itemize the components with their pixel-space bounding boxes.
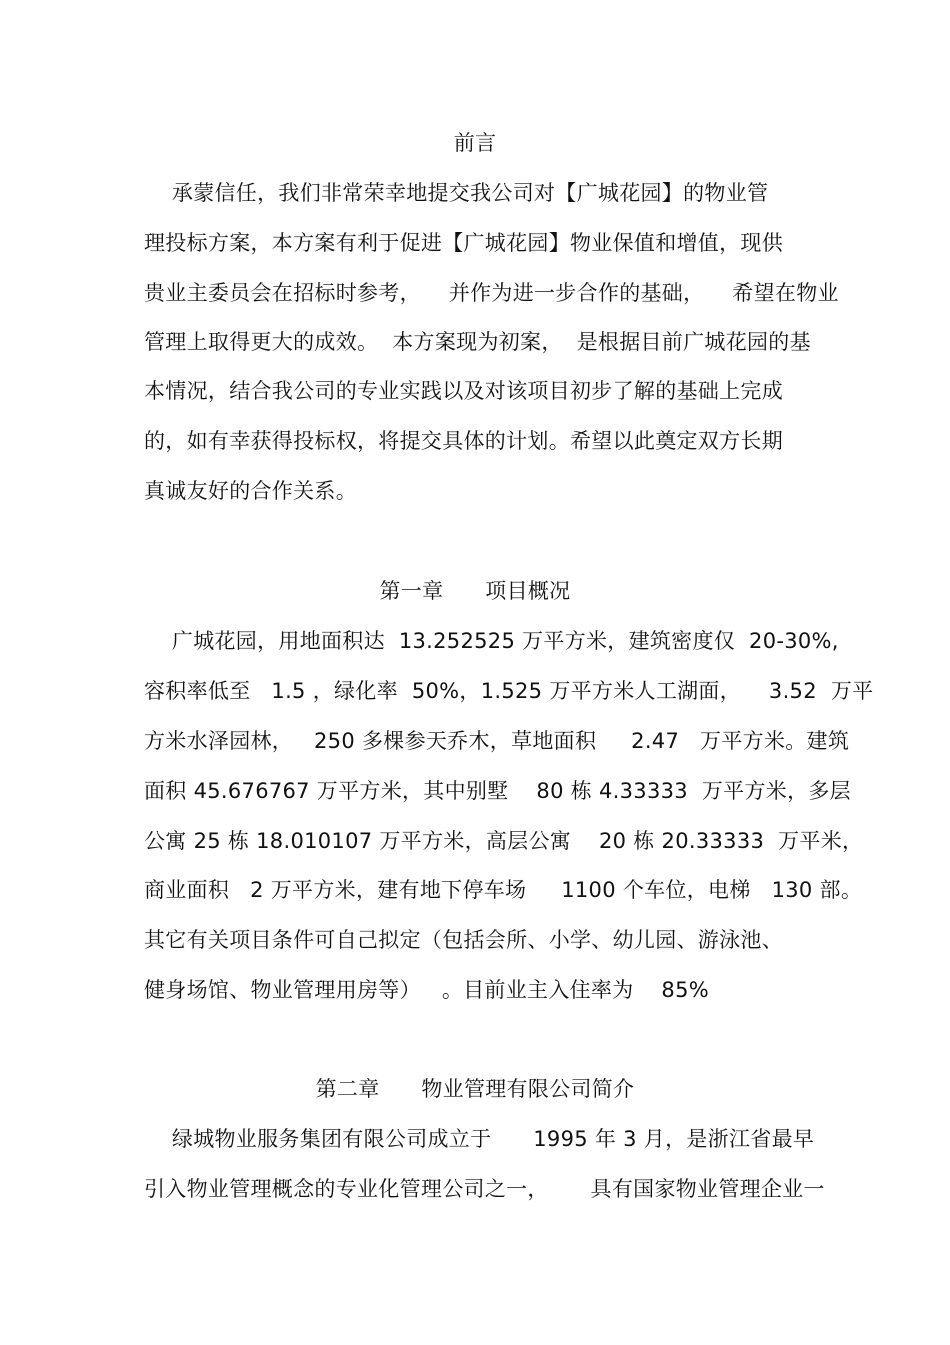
preface-line-4: 管理上取得更大的成效。 本方案现为初案， 是根据目前广城花园的基 <box>144 330 811 354</box>
chapter-2-line-2: 引入物业管理概念的专业化管理公司之一， 具有国家物业管理企业一 <box>144 1177 825 1201</box>
preface-line-2: 理投标方案，本方案有利于促进【广城花园】物业保值和增值，现供 <box>144 231 783 255</box>
preface-line-1: 承蒙信任，我们非常荣幸地提交我公司对【广城花园】的物业管 <box>144 181 769 205</box>
chapter-1-line-2: 容积率低至 1.5 ，绿化率 50%，1.525 万平方米人工湖面， 3.52 万平 <box>144 679 874 703</box>
chapter-1-line-5: 公寓 25 栋 18.010107 万平方米，高层公寓 20 栋 20.33333 万平米， <box>144 829 864 853</box>
chapter-1-line-1: 广城花园，用地面积达 13.252525 万平方米，建筑密度仅 20-30%, <box>144 629 839 653</box>
preface-line-5: 本情况，结合我公司的专业实践以及对该项目初步了解的基础上完成 <box>144 379 783 403</box>
preface-line-6: 的，如有幸获得投标权，将提交具体的计划。希望以此奠定双方长期 <box>144 429 783 453</box>
preface-line-7: 真诚友好的合作关系。 <box>144 479 357 503</box>
chapter-2-heading: 第二章 物业管理有限公司简介 <box>315 1077 635 1101</box>
chapter-1-line-4: 面积 45.676767 万平方米，其中别墅 80 栋 4.33333 万平方米，多层 <box>144 779 851 803</box>
preface-heading: 前言 <box>453 131 497 155</box>
chapter-1-line-3: 方米水泽园林， 250 多棵参天乔木，草地面积 2.47 万平方米。建筑 <box>144 729 850 753</box>
preface-line-3: 贵业主委员会在招标时参考， 并作为进一步合作的基础， 希望在物业 <box>144 281 839 305</box>
chapter-1-line-6: 商业面积 2 万平方米，建有地下停车场 1100 个车位，电梯 130 部。 <box>144 878 863 902</box>
chapter-1-line-7: 其它有关项目条件可自己拟定（包括会所、小学、幼儿园、游泳池、 <box>144 928 783 952</box>
chapter-1-line-8: 健身场馆、物业管理用房等） 。目前业主入住率为 85% <box>144 978 710 1002</box>
chapter-2-line-1: 绿城物业服务集团有限公司成立于 1995 年 3 月，是浙江省最早 <box>144 1127 815 1151</box>
chapter-1-heading: 第一章 项目概况 <box>379 579 571 603</box>
